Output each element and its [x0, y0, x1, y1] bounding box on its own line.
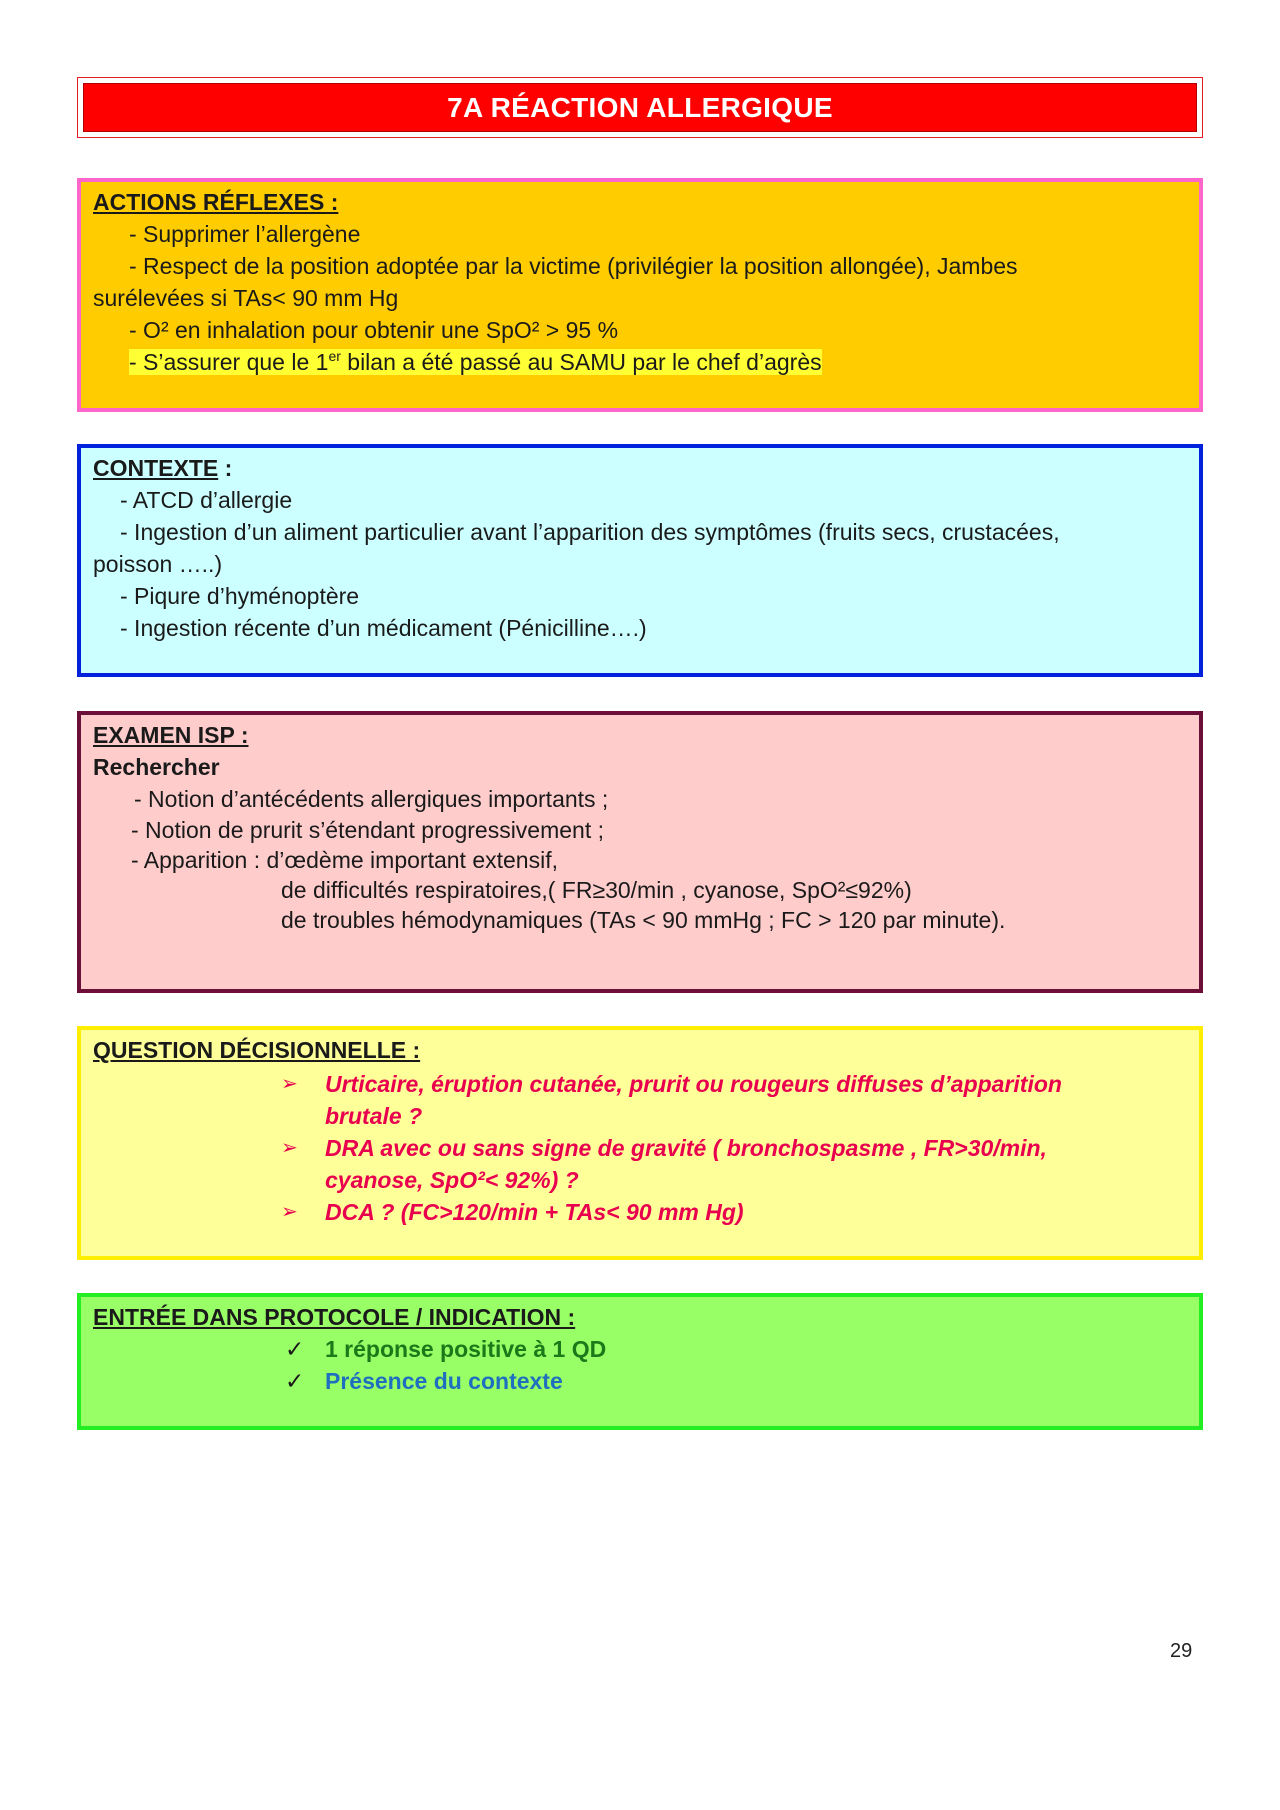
title-frame [77, 77, 1203, 138]
actions-item: - Respect de la position adoptée par la victime (privilégier la position allongée), Jambes [129, 253, 1018, 279]
examen-item-continuation: de difficultés respiratoires,( FR≥30/min , cyanose, SpO²≤92%) [281, 877, 912, 903]
arrow-bullet-icon: ➢ [281, 1201, 298, 1223]
contexte-item: - Ingestion récente d’un médicament (Pénicilline….) [120, 615, 647, 641]
contexte-box: CONTEXTE : - ATCD d’allergie - Ingestion d’un aliment particulier avant l’apparition des symptômes (fruits secs, crustacées, poisson …..) - Piqure d’hyménoptère - Ingestion récente d’un médicament (Pénicilline….) [77, 444, 1203, 677]
title-bar [83, 83, 1197, 132]
page-number: 29 [1170, 1640, 1193, 1662]
entree-protocole-box [77, 1293, 1203, 1430]
examen-heading: EXAMEN ISP : [93, 722, 249, 748]
contexte-item: - ATCD d’allergie [120, 487, 293, 513]
question-item: ➢ DCA ? (FC>120/min + TAs< 90 mm Hg) [93, 1196, 1185, 1228]
question-decisionnelle-box [77, 1026, 1203, 1260]
examen-item-continuation: de troubles hémodynamiques (TAs < 90 mmHg ; FC > 120 par minute). [281, 907, 1006, 933]
page-title: 7A RÉACTION ALLERGIQUE [447, 91, 833, 123]
arrow-bullet-icon: ➢ [281, 1073, 298, 1095]
actions-item-continuation: surélevées si TAs< 90 mm Hg [93, 285, 399, 311]
entree-heading: ENTRÉE DANS PROTOCOLE / INDICATION : [93, 1304, 576, 1330]
indication-item: ✓ 1 réponse positive à 1 QD [93, 1333, 1185, 1365]
highlighted-text: - S’assurer que le 1er bilan a été passé au SAMU par le chef d’agrès [129, 348, 822, 375]
question-item: ➢ DRA avec ou sans signe de gravité ( bronchospasme , FR>30/min, cyanose, SpO²< 92%) ? [93, 1132, 1185, 1196]
examen-item: - Notion de prurit s’étendant progressivement ; [131, 817, 605, 843]
checkmark-icon: ✓ [285, 1368, 305, 1394]
actions-item: - Supprimer l’allergène [129, 221, 361, 247]
question-list [93, 1068, 1185, 1228]
contexte-item: - Piqure d’hyménoptère [120, 583, 360, 609]
actions-reflexes-box [77, 178, 1203, 412]
arrow-bullet-icon: ➢ [281, 1137, 298, 1159]
examen-subheading: Rechercher [93, 754, 220, 780]
contexte-item-continuation: poisson …..) [93, 551, 223, 577]
contexte-item: - Ingestion d’un aliment particulier avant l’apparition des symptômes (fruits secs, crustacées, [120, 519, 1060, 545]
examen-item: - Apparition : d’œdème important extensif, [131, 847, 558, 873]
question-item: ➢ Urticaire, éruption cutanée, prurit ou rougeurs diffuses d’apparition brutale ? [93, 1068, 1185, 1132]
checkmark-icon: ✓ [285, 1336, 305, 1362]
actions-heading: ACTIONS RÉFLEXES : [93, 189, 339, 215]
actions-item-highlighted [93, 346, 1185, 378]
examen-item: - Notion d’antécédents allergiques importants ; [134, 786, 609, 812]
indication-item: ✓ Présence du contexte [93, 1365, 1185, 1397]
contexte-heading: CONTEXTE [93, 455, 219, 481]
actions-item: - O² en inhalation pour obtenir une SpO² > 95 % [129, 317, 619, 343]
question-heading: QUESTION DÉCISIONNELLE : [93, 1037, 421, 1063]
examen-isp-box [77, 711, 1203, 993]
